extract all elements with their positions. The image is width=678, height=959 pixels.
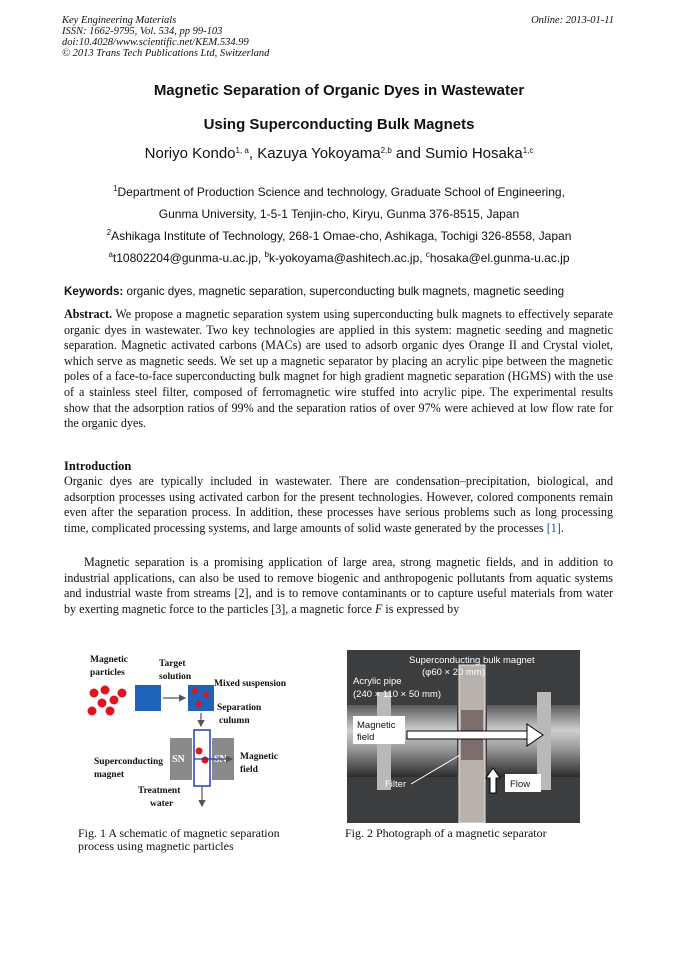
email-link[interactable]: t10802204@gunma-u.ac.jp, xyxy=(112,251,265,265)
affiliation-sup: 2 xyxy=(106,228,112,237)
email-link[interactable]: hosaka@el.gunma-u.ac.jp xyxy=(429,251,570,265)
affiliation-sup: 1 xyxy=(113,184,118,193)
journal-issn: ISSN: 1662-9795, Vol. 534, pp 99-103 xyxy=(62,26,223,37)
paragraph-text: is expressed by xyxy=(382,601,460,616)
particle xyxy=(196,701,202,707)
fig2-label-flow: Flow xyxy=(510,779,531,790)
fig2-label-field: field xyxy=(357,732,375,743)
fig1-label-column: culumn xyxy=(219,716,250,726)
mixed-suspension-box xyxy=(188,685,214,711)
particle xyxy=(110,696,119,705)
fig2-label-bulk: Superconducting bulk magnet xyxy=(409,655,535,666)
journal-header xyxy=(62,15,269,59)
paper-title-line-1: Magnetic Separation of Organic Dyes in Wastewater xyxy=(153,82,525,99)
author-emails xyxy=(0,251,678,265)
author-name: Noriyo Kondo xyxy=(144,145,236,162)
figure-1-schematic xyxy=(84,648,314,823)
particle xyxy=(192,688,198,694)
fig2-label-pipe: Acrylic pipe xyxy=(353,676,402,687)
particle xyxy=(88,707,97,716)
fig1-label-target: solution xyxy=(159,672,192,682)
paper-title-line-2: Using Superconducting Bulk Magnets xyxy=(203,116,475,133)
paragraph-text: . xyxy=(560,520,564,535)
fig2-label-field: Magnetic xyxy=(357,720,396,731)
fig1-label-mixed: Mixed suspension xyxy=(214,679,287,689)
fig2-label-pipe-dim: (240 × 110 × 50 mm) xyxy=(353,689,442,700)
fig1-label-magnet: magnet xyxy=(94,770,125,780)
online-date: Online: 2013-01-11 xyxy=(531,15,614,26)
journal-name: Key Engineering Materials xyxy=(62,15,177,26)
fig1-label-magnet: Superconducting xyxy=(94,757,163,767)
author-name: Sumio Hosaka xyxy=(425,145,523,162)
citation-link[interactable]: [1] xyxy=(546,520,561,535)
particle xyxy=(98,699,107,708)
keywords-text: organic dyes, magnetic separation, superconducting bulk magnets, magnetic seeding xyxy=(123,285,565,298)
keywords-label: Keywords: xyxy=(64,285,124,298)
author-separator: , xyxy=(248,145,258,162)
introduction-paragraph-2 xyxy=(64,555,613,617)
journal-copyright: © 2013 Trans Tech Publications Ltd, Switzerland xyxy=(62,48,270,59)
abstract-text: We propose a magnetic separation system using superconducting bulk magnets to effectively separate organic dyes in wastewater. Two key technologies are applied in this system: magnetic seeding and magnetic separation. Magnetic activated carbons (MACs) are used to adsorb organic dyes Orange II and Crystal violet, which serve as magnetic seeds. We set up a magnetic separator by placing an acrylic pipe between the magnetic poles of a face-to-face superconducting bulk magnet for high gradient magnetic separation (HGMS) with the use of a stainless steel filter, composed of ferromagnetic wire stuffed into acrylic pipe. The experimental results show that the adsorption ratios of 99% and the separation ratios of over 97% were achieved at low flow rate for the organic dyes. xyxy=(64,307,613,431)
email-sup: c xyxy=(425,250,430,259)
pole-label: SN xyxy=(214,754,227,765)
affiliation-text: Ashikaga Institute of Technology, 268-1 Omae-cho, Ashikaga, Tochigi 326-8558, Japan xyxy=(111,229,572,243)
figure-2-caption: Fig. 2 Photograph of a magnetic separator xyxy=(345,826,547,840)
particle xyxy=(196,748,203,755)
pole-label: SN xyxy=(172,754,185,765)
figure-1-caption xyxy=(78,827,280,853)
email-sup: a xyxy=(108,250,113,259)
fig1-label-water: water xyxy=(150,799,174,809)
particle xyxy=(203,692,209,698)
affiliation-2 xyxy=(0,229,678,243)
figure-2-photograph xyxy=(347,650,580,823)
fig1-label-field: field xyxy=(240,765,258,775)
author-sup: 1,c xyxy=(522,146,534,155)
author-sup: 1, a xyxy=(235,146,249,155)
particle xyxy=(101,686,110,695)
fig1-label-column: Separation xyxy=(217,703,262,713)
particle xyxy=(106,707,115,716)
caption-line: process using magnetic particles xyxy=(78,839,234,853)
fig2-label-filter: Filter xyxy=(385,779,407,790)
introduction-heading: Introduction xyxy=(64,459,132,473)
paragraph-text: Magnetic separation is a promising application of large area, strong magnetic fields, and in addition to industrial applications, can also be used to remove biogenic and anthropogenic pollutants from aquatic systems and industrial waste from streams [2], and is to remove contaminants or to capture useful materials from water by exerting magnetic force to the particles [3], a magnetic force xyxy=(64,555,613,616)
author-name: Kazuya Yokoyama xyxy=(257,145,381,162)
fig1-label-target: Target xyxy=(159,659,186,669)
fig1-label-particles: particles xyxy=(90,668,125,678)
target-solution-box xyxy=(135,685,161,711)
particle xyxy=(90,689,99,698)
author-separator: and xyxy=(391,145,426,162)
particle xyxy=(202,757,209,764)
keywords xyxy=(64,285,624,298)
fig1-label-field: Magnetic xyxy=(240,752,278,762)
paragraph-text: Organic dyes are typically included in wastewater. There are condensation–precipitation, biological, and adsorption processes using activated carbon for the present technologies. However, colored components remain even after the separation process. In addition, these processes have serious problems such as long processing time, complicated processing systems, and large amounts of solid waste generated by the processes xyxy=(64,474,613,535)
introduction-paragraph-1 xyxy=(64,474,613,536)
affiliation-text: Department of Production Science and technology, Graduate School of Engineering, xyxy=(117,185,565,199)
fig2-label-bulk-dim: (φ60 × 20 mm) xyxy=(422,667,485,678)
abstract xyxy=(64,307,613,432)
fig1-label-water: Treatment xyxy=(138,786,181,796)
fig1-label-particles: Magnetic xyxy=(90,655,128,665)
particle xyxy=(118,689,127,698)
abstract-label: Abstract. xyxy=(64,307,113,321)
email-link[interactable]: k-yokoyama@ashitech.ac.jp, xyxy=(269,251,426,265)
affiliation-1-line-1 xyxy=(0,185,678,199)
affiliation-1-line-2: Gunma University, 1-5-1 Tenjin-cho, Kiryu, Gunma 376-8515, Japan xyxy=(158,207,520,221)
email-sup: b xyxy=(264,250,269,259)
author-sup: 2,b xyxy=(380,146,392,155)
journal-doi: doi:10.4028/www.scientific.net/KEM.534.99 xyxy=(62,37,249,48)
author-list xyxy=(0,145,678,162)
force-variable: F xyxy=(374,601,383,616)
magnetic-particles xyxy=(88,686,127,716)
caption-line: Fig. 1 A schematic of magnetic separation xyxy=(78,826,280,840)
